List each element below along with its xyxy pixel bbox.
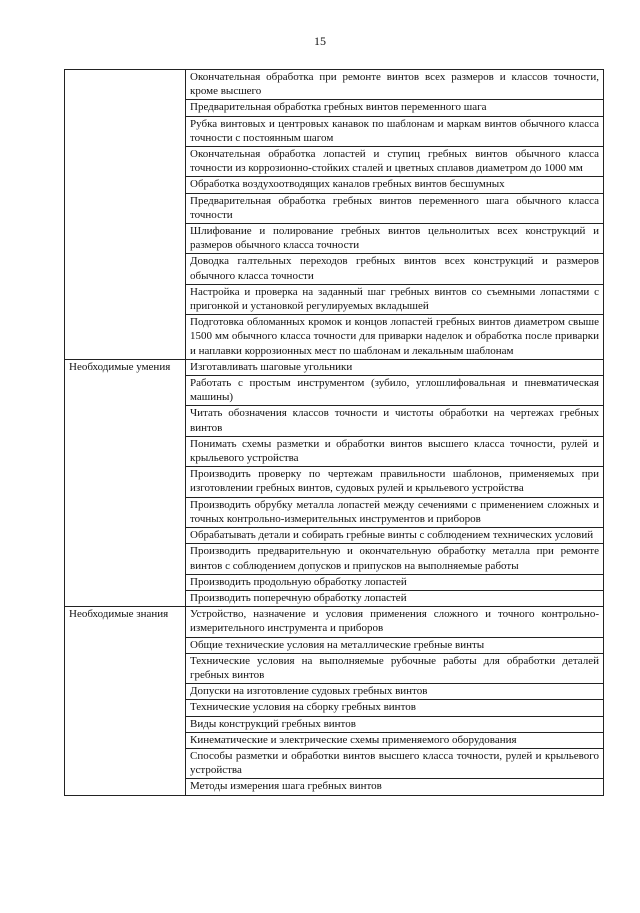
table-cell: Работать с простым инструментом (зубило, углошлифовальная и пневматическая машины) bbox=[186, 376, 604, 406]
competency-table bbox=[64, 69, 604, 796]
table-cell: Технические условия на выполняемые рубочные работы для обработки деталей гребных винтов bbox=[186, 653, 604, 683]
section-label bbox=[65, 70, 186, 360]
table-cell: Окончательная обработка лопастей и ступиц гребных винтов обычного класса точности из коррозионно-стойких сталей и цветных сплавов диаметром до 1000 мм bbox=[186, 147, 604, 177]
table-cell: Предварительная обработка гребных винтов переменного шага обычного класса точности bbox=[186, 193, 604, 223]
table-cell: Шлифование и полирование гребных винтов цельнолитых всех конструкций и размеров обычного класса точности bbox=[186, 224, 604, 254]
table-cell: Технические условия на сборку гребных винтов bbox=[186, 700, 604, 716]
table-cell: Производить продольную обработку лопастей bbox=[186, 574, 604, 590]
table-cell: Кинематические и электрические схемы применяемого оборудования bbox=[186, 732, 604, 748]
table-cell: Понимать схемы разметки и обработки винтов высшего класса точности, рулей и крыльевого устройства bbox=[186, 436, 604, 466]
table-cell: Производить обрубку металла лопастей между сечениями с применением сложных и точных контрольно-измерительных инструментов и приборов bbox=[186, 497, 604, 527]
table-cell: Допуски на изготовление судовых гребных винтов bbox=[186, 684, 604, 700]
table-row bbox=[65, 359, 604, 375]
table-cell: Подготовка обломанных кромок и концов лопастей гребных винтов диаметром свыше 1500 мм обычного класса точности для приварки наделок и обработка после приварки и наплавки коррозионных мест по шаблонам и лекальным шаблонам bbox=[186, 315, 604, 360]
table-cell: Способы разметки и обработки винтов высшего класса точности, рулей и крыльевого устройства bbox=[186, 748, 604, 778]
table-cell: Изготавливать шаговые угольники bbox=[186, 359, 604, 375]
table-cell: Производить поперечную обработку лопастей bbox=[186, 590, 604, 606]
page-number: 15 bbox=[314, 34, 326, 48]
section-label: Необходимые умения bbox=[65, 359, 186, 606]
table-cell: Предварительная обработка гребных винтов переменного шага bbox=[186, 100, 604, 116]
table-cell: Производить проверку по чертежам правильности шаблонов, применяемых при изготовлении гребных винтов, судовых рулей и крыльевого устройства bbox=[186, 467, 604, 497]
table-cell: Настройка и проверка на заданный шаг гребных винтов со съемными лопастями с пригонкой и установкой регулируемых вкладышей bbox=[186, 284, 604, 314]
section-label: Необходимые знания bbox=[65, 607, 186, 795]
table-cell: Доводка галтельных переходов гребных винтов всех конструкций и размеров обычного класса точности bbox=[186, 254, 604, 284]
table-cell: Рубка винтовых и центровых канавок по шаблонам и маркам винтов обычного класса точности с постоянным шагом bbox=[186, 116, 604, 146]
table-row bbox=[65, 70, 604, 100]
table-cell: Устройство, назначение и условия применения сложного и точного контрольно-измерительного инструмента и приборов bbox=[186, 607, 604, 637]
table-cell: Виды конструкций гребных винтов bbox=[186, 716, 604, 732]
table-cell: Обработка воздухоотводящих каналов гребных винтов бесшумных bbox=[186, 177, 604, 193]
table-row bbox=[65, 607, 604, 637]
table-cell: Методы измерения шага гребных винтов bbox=[186, 779, 604, 795]
table-cell: Производить предварительную и окончательную обработку металла при ремонте винтов с соблюдением допусков и припусков на выполняемые работы bbox=[186, 544, 604, 574]
table-cell: Обрабатывать детали и собирать гребные винты с соблюдением технических условий bbox=[186, 528, 604, 544]
table-cell: Общие технические условия на металлические гребные винты bbox=[186, 637, 604, 653]
table-cell: Окончательная обработка при ремонте винтов всех размеров и классов точности, кроме высшего bbox=[186, 70, 604, 100]
table-cell: Читать обозначения классов точности и чистоты обработки на чертежах гребных винтов bbox=[186, 406, 604, 436]
